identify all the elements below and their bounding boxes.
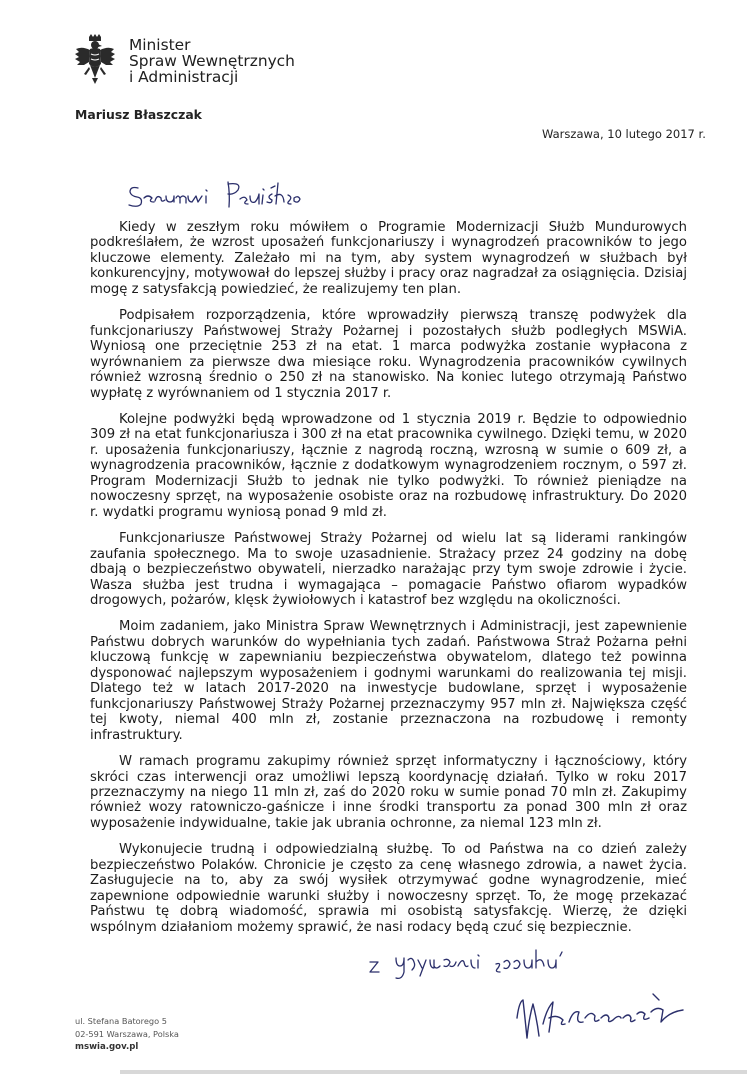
handwritten-signature	[513, 988, 688, 1046]
website-link[interactable]: mswia.gov.pl	[75, 1042, 139, 1053]
paragraph-7: Wykonujecie trudną i odpowiedzialną służbę. To od Państwa na co dzień zależy bezpieczeństwo Polaków. Chronicie je często za cenę własnego zdrowia, a nawet życia. Zasługujecie na to, aby za swój wysiłek otrzymywać godne wynagrodzenie, mieć zapewnione odpowiednie warunki służby i nowoczesny sprzęt. To, że mogę przekazać Państwu tę dobrą wiadomość, sprawia mi osobistą satysfakcję. Wierzę, że dzięki wspólnym działaniom możemy sprawić, że nasi rodacy będą czuć się bezpiecznie.	[90, 842, 687, 935]
letter-body	[90, 220, 687, 946]
ministry-line-2: Spraw Wewnętrznych	[129, 52, 295, 70]
paragraph-3: Kolejne podwyżki będą wprowadzone od 1 stycznia 2019 r. Będzie to odpowiednio 309 zł na etat funkcjonariusza i 300 zł na etat pracownika cywilnego. Dzięki temu, w 2020 r. uposażenia funkcjonariuszy, łącznie z nagrodą roczną, wzrosną w sumie o 609 zł, a wynagrodzenia pracowników, łącznie z dodatkowym wynagrodzeniem rocznym, o 597 zł. Program Modernizacji Służb to jednak nie tylko podwyżki. To również pieniądze na nowoczesny sprzęt, na wyposażenie osobiste oraz na rozbudowę infrastruktury. Do 2020 r. wydatki programu wyniosą ponad 9 mld zł.	[90, 411, 687, 520]
bottom-divider	[120, 1070, 747, 1074]
polish-eagle-emblem-icon	[74, 34, 116, 86]
ministry-line-3: i Administracji	[129, 68, 239, 86]
address-street: ul. Stefana Batorego 5	[75, 1016, 167, 1026]
address-city: 02-591 Warszawa, Polska	[75, 1029, 179, 1040]
paragraph-6: W ramach programu zakupimy również sprzęt informatyczny i łącznościowy, który skróci czas interwencji oraz umożliwi lepszą koordynację działań. Tylko w roku 2017 przeznaczymy na niego 11 mln zł, zaś do 2020 roku w sumie ponad 70 mln zł. Zakupimy również wozy ratowniczo-gaśnicze i inne środki transportu za ponad 300 mln zł oraz wyposażenie indywidualne, takie jak ubrania ochronne, za niemal 123 mln zł.	[90, 754, 687, 831]
paragraph-5: Moim zadaniem, jako Ministra Spraw Wewnętrznych i Administracji, jest zapewnienie Państwu dobrych warunków do wypełniania tych zadań. Państwowa Straż Pożarna pełni kluczową funkcję w zapewnianiu bezpieczeństwa obywatelom, dlatego też powinna dysponować najlepszym wyposażeniem i godnymi warunkami do realizowania tej misji. Dlatego też w latach 2017-2020 na inwestycje budowlane, sprzęt i wyposażenie funkcjonariuszy Państwowej Straży Pożarnej przeznaczymy 957 mln zł. Największa część tej kwoty, niemal 400 mln zł, zostanie przeznaczona na rozbudowę i remonty infrastruktury.	[90, 619, 687, 743]
ministry-address	[75, 1015, 179, 1055]
letter-date: Warszawa, 10 lutego 2017 r.	[542, 127, 706, 141]
paragraph-2: Podpisałem rozporządzenia, które wprowadziły pierwszą transzę podwyżek dla funkcjonariuszy Państwowej Straży Pożarnej i pozostałych służb podległych MSWiA. Wyniosą one przeciętnie 253 zł na etat. 1 marca podwyżka zostanie wypłacona z wyrównaniem za pierwsze dwa miesiące roku. Wynagrodzenia pracowników cywilnych również wzrosną średnio o 250 zł na stanowisko. Na koniec lutego otrzymają Państwo wypłatę z wyrównaniem od 1 stycznia 2017 r.	[90, 308, 687, 401]
paragraph-4: Funkcjonariusze Państwowej Straży Pożarnej od wielu lat są liderami rankingów zaufania społecznego. Ma to swoje uzasadnienie. Strażacy przez 24 godziny na dobę dbają o bezpieczeństwo obywateli, nierzadko narażając przy tym swoje zdrowie i życie. Wasza służba jest trudna i wymagająca – pomagacie Państwo ofiarom wypadków drogowych, pożarów, klęsk żywiołowych i katastrof bez względu na okoliczności.	[90, 531, 687, 608]
paragraph-1: Kiedy w zeszłym roku mówiłem o Programie Modernizacji Służb Mundurowych podkreślałem, że wzrost uposażeń funkcjonariuszy i wynagrodzeń pracowników to jego kluczowe elementy. Zależało mi na tym, aby system wynagrodzeń w służbach był konkurencyjny, motywował do lepszej służby i pracy oraz nagradzał za osiągnięcia. Dzisiaj mogę z satysfakcją powiedzieć, że realizujemy ten plan.	[90, 220, 687, 297]
handwritten-closing	[368, 942, 638, 984]
handwritten-salutation	[126, 174, 336, 214]
ministry-line-1: Minister	[129, 36, 191, 54]
minister-name: Mariusz Błaszczak	[75, 107, 202, 122]
ministry-name	[129, 37, 295, 85]
